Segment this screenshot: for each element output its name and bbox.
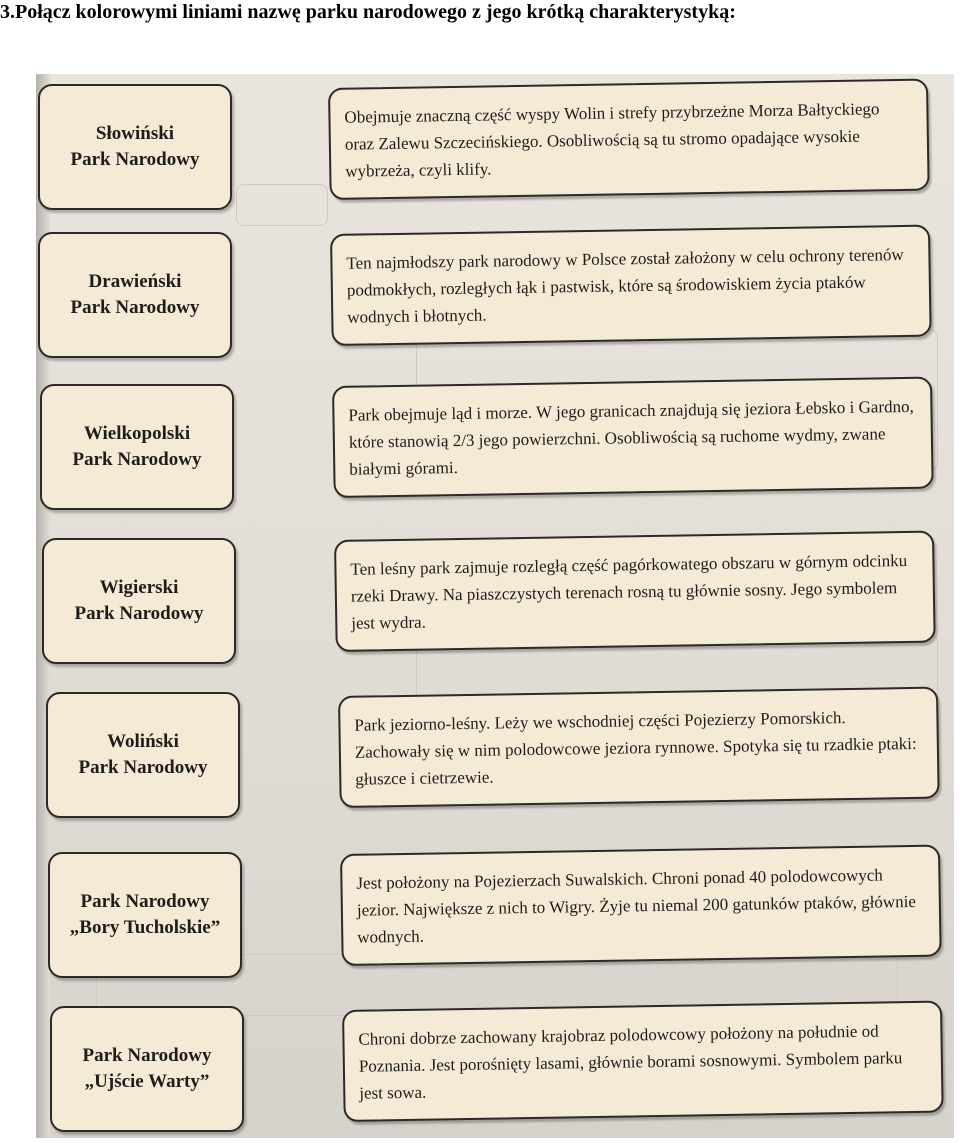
park-description-box[interactable]	[340, 845, 942, 966]
park-name-box[interactable]	[38, 84, 232, 210]
page-title: 3.Połącz kolorowymi liniami nazwę parku narodowego z jego krótką charakterystyką:	[0, 1, 736, 23]
park-description-text: Ten najmłodszy park narodowy w Polsce został założony w celu ochrony terenów podmokłych, rozległych łąk i pastwisk, które są środowiskiem życia ptaków wodnych i błotnych.	[346, 244, 904, 327]
park-description-text: Ten leśny park zajmuje rozległą część pagórkowatego obszaru w górnym odcinku rzeki Drawy. Na piaszczystych terenach rosną tu głównie sosny. Jego symbolem jest wydra.	[350, 551, 908, 633]
park-description-text: Park obejmuje ląd i morze. W jego granicach znajdują się jeziora Łebsko i Gardno, które stanowią 2/3 jego powierzchni. Osobliwością są ruchome wydmy, zwane białymi górami.	[348, 396, 914, 479]
park-name-line: Park Narodowy	[70, 297, 200, 318]
park-name-line: Słowiński	[95, 123, 175, 144]
park-description-text: Jest położony na Pojezierzach Suwalskich. Chroni ponad 40 polodowcowych jezior. Największe z nich to Wigry. Żyje tu niemal 200 gatunków ptaków, głównie wodnych.	[356, 865, 917, 947]
park-description-text: Obejmuje znaczną część wyspy Wolin i strefy przybrzeżne Morza Bałtyckiego oraz Zalewu Szczecińskiego. Osobliwością są tu stromo opadające wysokie wybrzeża, czyli klify.	[344, 99, 880, 181]
park-name-line: Park Narodowy	[82, 1045, 212, 1066]
park-name-line: Wielkopolski	[83, 423, 191, 444]
park-name-box[interactable]	[46, 692, 240, 818]
park-name-line: Park Narodowy	[72, 449, 202, 470]
park-name-box[interactable]	[48, 852, 242, 978]
park-name-line: Park Narodowy	[70, 149, 200, 170]
park-name-line: Park Narodowy	[74, 603, 204, 624]
park-name-line: „Ujście Warty”	[84, 1071, 210, 1092]
park-description-text: Chroni dobrze zachowany krajobraz polodowcowy położony na południe od Poznania. Jest porośnięty lasami, głównie borami sosnowymi. Symbolem parku jest sowa.	[358, 1021, 903, 1103]
park-description-box[interactable]	[328, 79, 930, 200]
park-name-line: Drawieński	[88, 271, 182, 292]
park-name-line: Park Narodowy	[80, 891, 210, 912]
park-name-line: Wigierski	[99, 577, 179, 598]
park-name-line: „Bory Tucholskie”	[69, 917, 221, 938]
scanned-worksheet	[36, 74, 954, 1138]
park-name-box[interactable]	[50, 1006, 244, 1132]
park-name-line: Park Narodowy	[78, 757, 208, 778]
park-name-line: Woliński	[107, 731, 179, 752]
park-description-box[interactable]	[330, 225, 932, 346]
ghost-frame	[236, 184, 328, 226]
park-description-box[interactable]	[342, 1001, 944, 1122]
park-description-box[interactable]	[332, 377, 934, 498]
park-description-text: Park jeziorno-leśny. Leży we wschodniej części Pojezierzy Pomorskich. Zachowały się w nim polodowcowe jeziora rynnowe. Spotyka się tu rzadkie ptaki: głuszce i cietrzewie.	[354, 708, 917, 789]
park-name-box[interactable]	[42, 538, 236, 664]
park-name-box[interactable]	[38, 232, 232, 358]
park-description-box[interactable]	[338, 687, 940, 808]
park-description-box[interactable]	[334, 531, 936, 652]
park-name-box[interactable]	[40, 384, 234, 510]
